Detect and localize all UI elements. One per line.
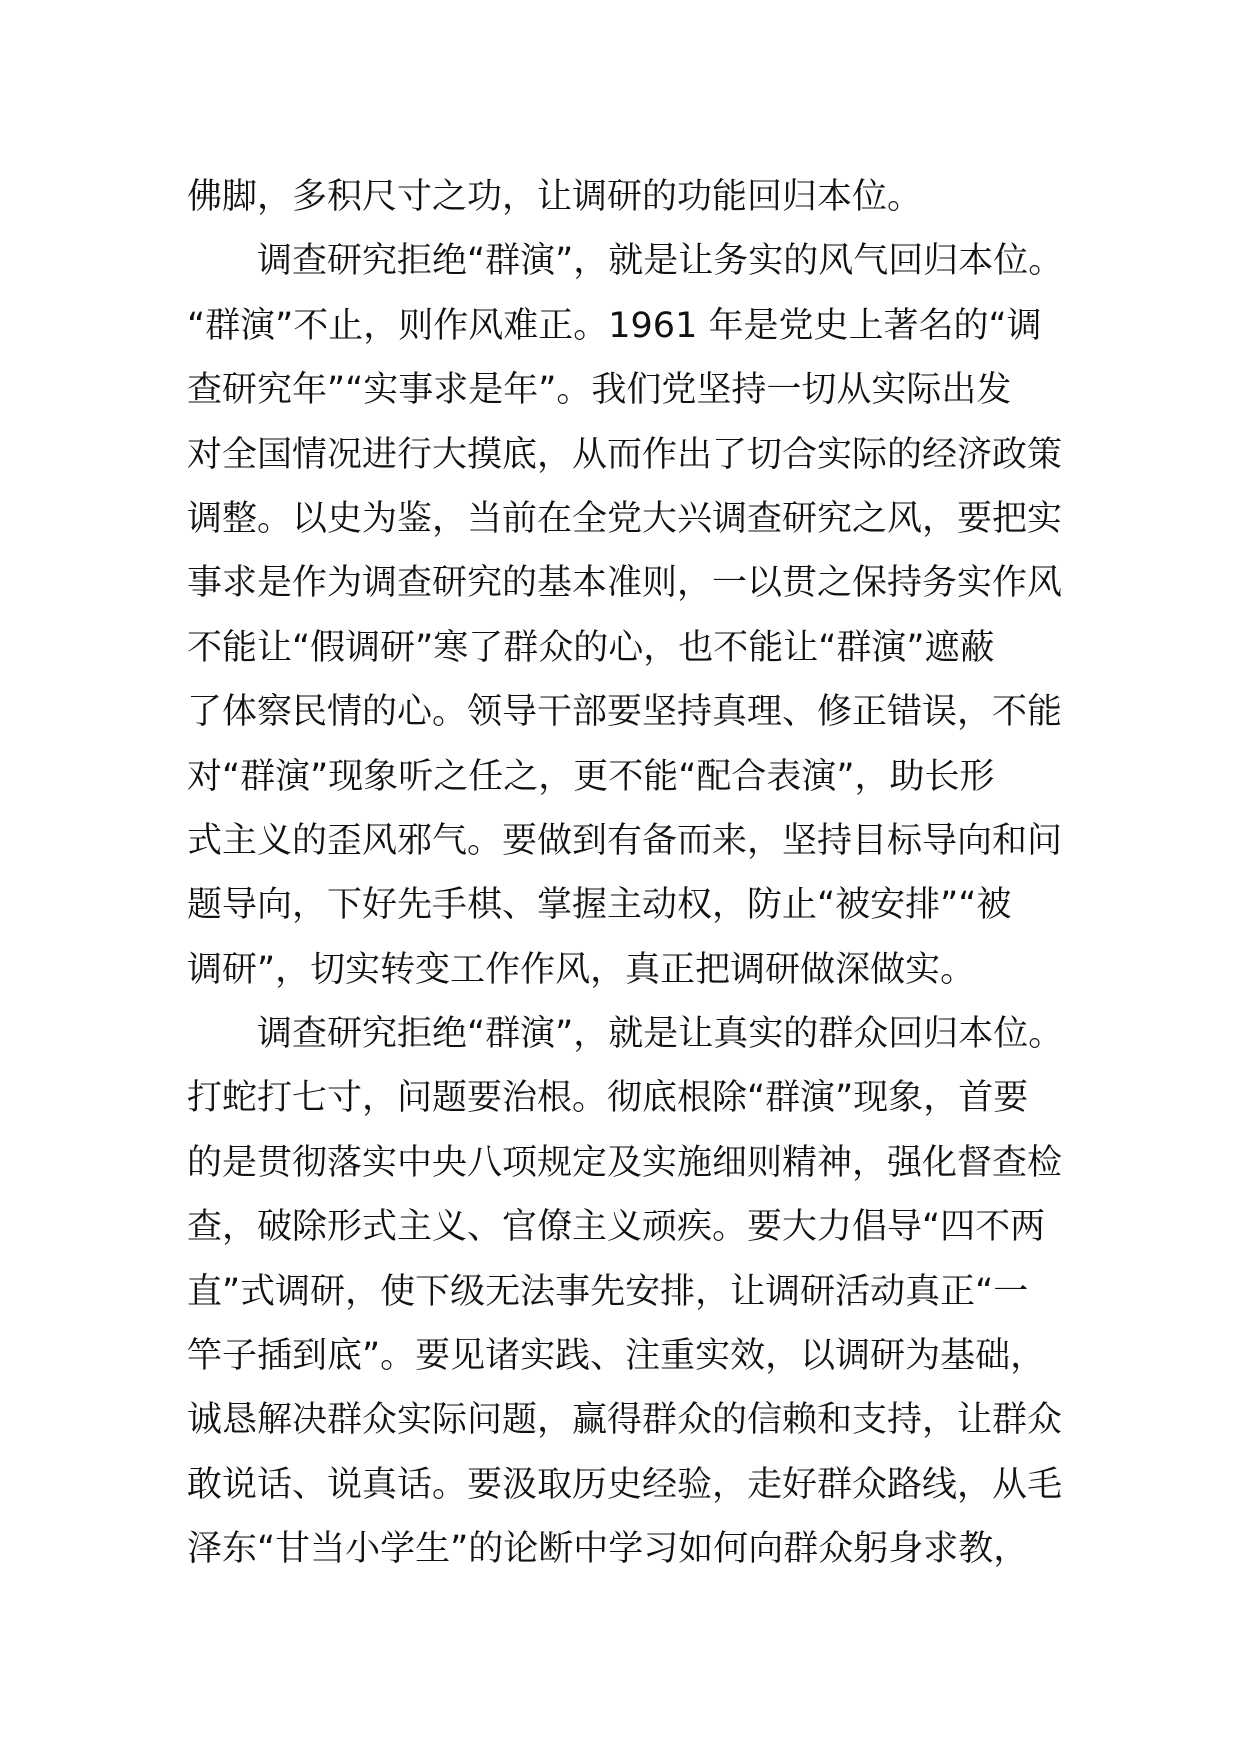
text-line: 查研究年”“实事求是年”。我们党坚持一切从实际出发 xyxy=(187,370,1012,411)
text-line: 调研”，切实转变工作作风，真正把调研做深做实。 xyxy=(187,949,976,990)
text-line: 题导向，下好先手棋、掌握主动权，防止“被安排”“被 xyxy=(187,885,1012,926)
text-line: 打蛇打七寸，问题要治根。彻底根除“群演”现象，首要 xyxy=(187,1078,1029,1119)
text-line: 竿子插到底”。要见诸实践、注重实效，以调研为基础， xyxy=(187,1336,1046,1377)
paragraph-first-line: 调查研究拒绝“群演”，就是让真实的群众回归本位。 xyxy=(257,1014,1064,1055)
text-line: 对“群演”现象听之任之，更不能“配合表演”，助长形 xyxy=(187,756,995,797)
text-line: 了体察民情的心。领导干部要坚持真理、修正错误，不能 xyxy=(187,692,1063,733)
text-line: 泽东“甘当小学生”的论断中学习如何向群众躬身求教， xyxy=(187,1529,1029,1570)
body-text xyxy=(187,165,1067,1582)
text-line: 敢说话、说真话。要汲取历史经验，走好群众路线，从毛 xyxy=(187,1464,1063,1505)
text-line: 不能让“假调研”寒了群众的心，也不能让“群演”遮蔽 xyxy=(187,627,995,668)
text-line: “群演”不止，则作风难正。1961 年是党史上著名的“调 xyxy=(187,305,1042,346)
text-line: 诚恳解决群众实际问题，赢得群众的信赖和支持，让群众 xyxy=(187,1400,1063,1441)
text-line: 调整。以史为鉴，当前在全党大兴调查研究之风，要把实 xyxy=(187,498,1063,539)
text-line: 事求是作为调查研究的基本准则，一以贯之保持务实作风 xyxy=(187,563,1063,604)
text-line: 的是贯彻落实中央八项规定及实施细则精神，强化督查检 xyxy=(187,1142,1063,1183)
text-line: 对全国情况进行大摸底，从而作出了切合实际的经济政策 xyxy=(187,434,1063,475)
text-line: 式主义的歪风邪气。要做到有备而来，坚持目标导向和问 xyxy=(187,820,1063,861)
text-line: 查，破除形式主义、官僚主义顽疾。要大力倡导“四不两 xyxy=(187,1207,1046,1248)
text-line: 直”式调研，使下级无法事先安排，让调研活动真正“一 xyxy=(187,1271,1029,1312)
text-line: 佛脚，多积尺寸之功，让调研的功能回归本位。 xyxy=(187,177,923,217)
paragraph-first-line: 调查研究拒绝“群演”，就是让务实的风气回归本位。 xyxy=(257,241,1064,282)
